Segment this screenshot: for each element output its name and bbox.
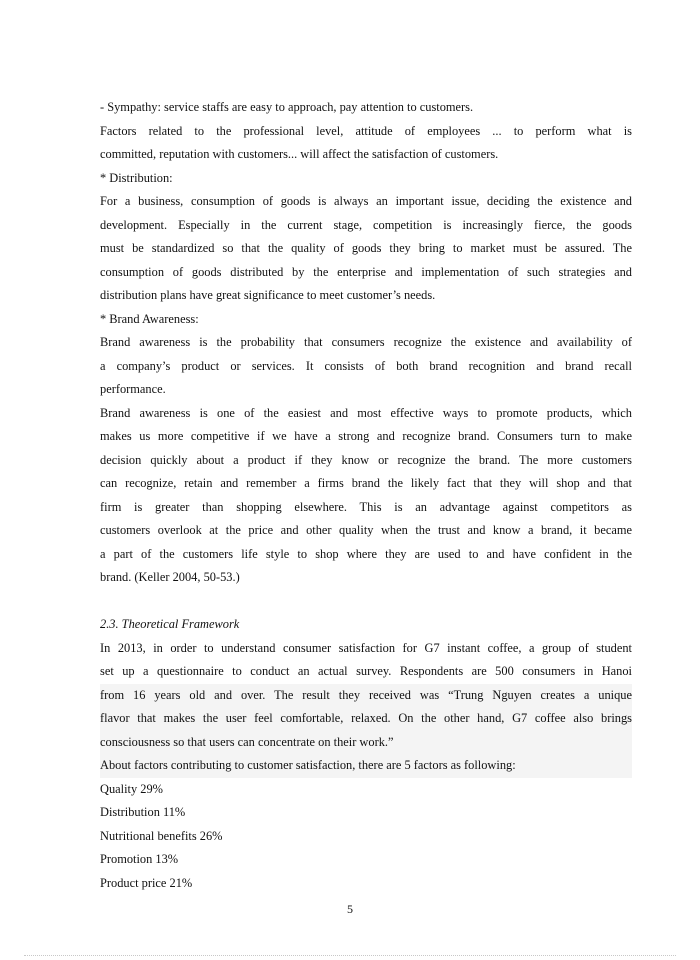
text-line: consumption of goods distributed by the enterprise and implementation of such strategies and: [100, 264, 632, 279]
framework-text-block: [100, 637, 632, 778]
text-line: Brand awareness is one of the easiest and most effective ways to promote products, which: [100, 405, 632, 420]
text-line: set up a questionnaire to conduct an actual survey. Respondents are 500 consumers in Hanoi: [100, 664, 632, 678]
text-line: can recognize, retain and remember a firms brand the likely fact that they will shop and that: [100, 476, 632, 490]
quote-line: flavor that makes the user feel comfortable, relaxed. On the other hand, G7 coffee also brings: [100, 707, 632, 731]
text-line: For a business, consumption of goods is always an important issue, deciding the existence and: [100, 194, 632, 208]
factor-item-nutritional-benefits: Nutritional benefits 26%: [100, 828, 223, 843]
text-line: About factors contributing to customer satisfaction, there are 5 factors as following:: [100, 754, 632, 778]
text-line: makes us more competitive if we have a strong and recognize brand. Consumers turn to make: [100, 429, 632, 443]
text-line: a company’s product or services. It consists of both brand recognition and brand recall: [100, 358, 632, 373]
text-line: customers overlook at the price and other quality when the trust and know a brand, it became: [100, 523, 632, 537]
body-text-block: [100, 96, 632, 590]
page-number: 5: [347, 902, 353, 916]
text-line: a part of the customers life style to shop where they are used to and have confident in the: [100, 546, 632, 561]
factor-item-promotion: Promotion 13%: [100, 852, 179, 866]
quote-line: consciousness so that users can concentrate on their work.”: [100, 731, 632, 755]
factor-item-quality: Quality 29%: [100, 781, 163, 796]
text-line: Factors related to the professional level, attitude of employees ... to perform what is: [100, 123, 632, 138]
factors-list: [100, 778, 632, 896]
subheading-distribution: * Distribution:: [100, 170, 173, 185]
text-line: Brand awareness is the probability that consumers recognize the existence and availability of: [100, 335, 632, 349]
section-heading: 2.3. Theoretical Framework: [100, 617, 240, 631]
subheading-brand-awareness: * Brand Awareness:: [100, 311, 199, 326]
text-line: distribution plans have great significance to meet customer’s needs.: [100, 288, 436, 302]
factor-item-distribution: Distribution 11%: [100, 805, 186, 819]
text-line: committed, reputation with customers... will affect the satisfaction of customers.: [100, 147, 499, 161]
quote-line: from 16 years old and over. The result they received was “Trung Nguyen creates a unique: [100, 684, 632, 708]
text-line: decision quickly about a product if they know or recognize the brand. The more customers: [100, 452, 632, 467]
citation-line: brand. (Keller 2004, 50-53.): [100, 570, 240, 584]
text-line: performance.: [100, 382, 166, 396]
text-line: must be standardized so that the quality of goods they bring to market must be assured. The: [100, 241, 632, 255]
page-bottom-divider: [24, 955, 676, 956]
text-line: In 2013, in order to understand consumer satisfaction for G7 instant coffee, a group of student: [100, 640, 632, 655]
text-line: - Sympathy: service staffs are easy to approach, pay attention to customers.: [100, 100, 474, 114]
text-line: development. Especially in the current stage, competition is increasingly fierce, the goods: [100, 217, 632, 232]
factor-item-product-price: Product price 21%: [100, 875, 193, 890]
document-page: [100, 96, 632, 895]
text-line: firm is greater than shopping elsewhere. This is an advantage against competitors as: [100, 499, 632, 514]
paragraph-spacer: [100, 590, 632, 614]
